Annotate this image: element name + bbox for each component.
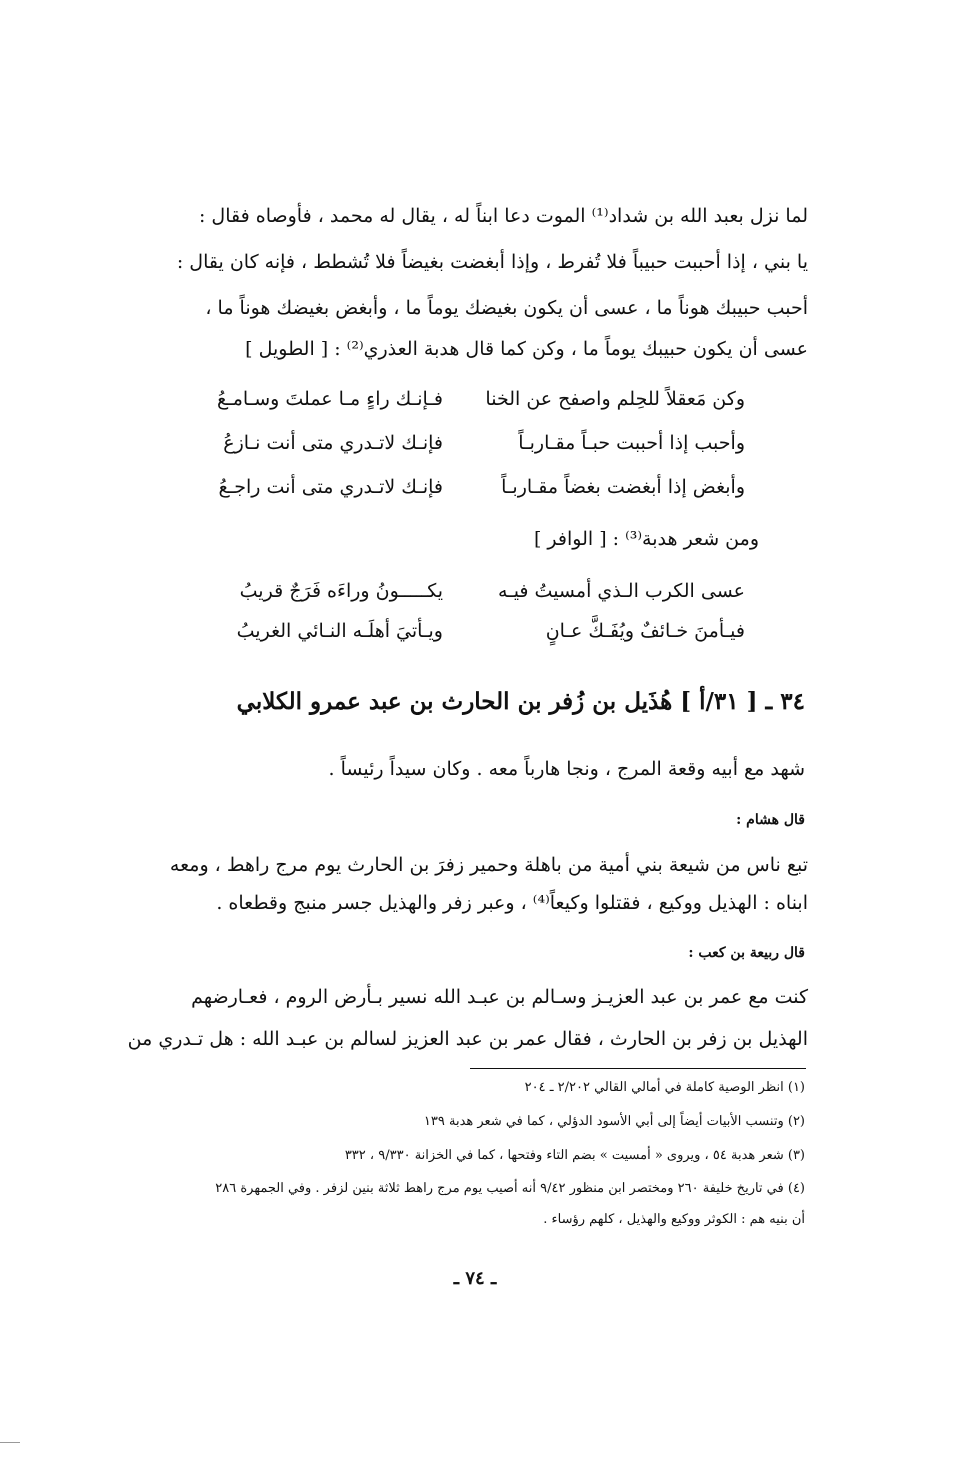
entry-bio: شهد مع أبيه وقعة المرج ، ونجا هارباً معه . وكان سيداً رئيساً . bbox=[328, 758, 805, 780]
footnote-4: (٤) في تاريخ خليفة ٢٦٠ ومختصر ابن منظور ٩/٤٢ أنه أصيب يوم مرج راهط ثلاثة بنين لزفر . وفي الجمهرة ٢٨٦ bbox=[215, 1181, 805, 1196]
section1-line-1: تبع ناس من شيعة بني أمية من باهلة وحمير زفرَ بن الحارث يوم مرج راهط ، ومعه bbox=[169, 854, 808, 876]
page-number: ـ ٧٤ ـ bbox=[453, 1268, 497, 1289]
scan-edge-mark bbox=[0, 1442, 20, 1443]
poem1-verse2-first-hemistich: وأحبب إذا أحببت حبـاً مقـاربـاً bbox=[518, 432, 745, 454]
poem1-verse1-first-hemistich: وكن مَعقلاً للحِلم واصفح عن الخنا bbox=[485, 388, 745, 410]
poem2-verse1-second-hemistich: يكـــــونُ وراءَه فَرَجٌ قريبُ bbox=[239, 580, 443, 602]
section1-line-2: ابناه : الهذيل ووكيع ، فقتلوا وكيعاً⁽⁴⁾ ، وعبر زفر والهذيل جسر منبج وقطعاه . bbox=[216, 892, 808, 914]
footnote-separator bbox=[470, 1068, 806, 1069]
intro-line-2: يا بني ، إذا أحببت حبيباً فلا تُفرط ، وإذا أبغضت بغيضاً فلا تُشطط ، فإنه كان يقال : bbox=[176, 251, 808, 273]
narrator-label-rabia: قال ربيعة بن كعب : bbox=[688, 945, 805, 961]
poem2-verse2-first-hemistich: فيـأمنَ خـائفٌ ويُفَـكَّ عـانٍ bbox=[545, 620, 745, 642]
poem2-intro: ومن شعر هدبة⁽³⁾ : [ الوافر ] bbox=[533, 528, 759, 550]
footnote-1: (١) انظر الوصية كاملة في أمالي القالي ٢/٢٠٢ ـ ٢٠٤ bbox=[524, 1080, 805, 1095]
intro-line-4: عسى أن يكون حبيبك يوماً ما ، وكن كما قال هدبة العذري⁽²⁾ : [ الطويل ] bbox=[245, 338, 808, 360]
poem1-verse3-second-hemistich: فإنـك لاتـدري متى أنت راجـعُ bbox=[218, 476, 443, 498]
section2-line-2: الهذيل بن زفر بن الحارث ، فقال عمر بن عبد العزيز لسالم بن عبـد الله : هل تـدري من bbox=[127, 1028, 808, 1050]
narrator-label-hisham: قال هشام : bbox=[736, 812, 805, 828]
section2-line-1: كنت مع عمر بن عبد العزيـز وسـالم بن عبـد الله نسير بـأرض الروم ، فعـارضهم bbox=[191, 986, 808, 1008]
poem2-verse2-second-hemistich: ويـأتيَ أهلَـه النـائي الغريبُ bbox=[236, 620, 443, 642]
footnote-3: (٣) شعر هدبة ٥٤ ، ويروى « أمسيت » بضم التاء وفتحها ، كما في الخزانة ٩/٣٣٠ ، ٣٣٢ bbox=[344, 1148, 805, 1163]
poem1-verse2-second-hemistich: فإنـك لاتـدري متى أنت نـازعُ bbox=[223, 432, 443, 454]
entry-heading: ٣٤ ـ [ ٣١/أ ] هُذَيل بن زُفر بن الحارث بن عبد عمرو الكلابي bbox=[236, 688, 805, 715]
intro-line-3: أحبب حبيبك هوناً ما ، عسى أن يكون بغيضك يوماً ما ، وأبغض بغيضك هوناً ما ، bbox=[205, 297, 808, 319]
poem2-verse1-first-hemistich: عسى الكرب الـذي أمسيتُ فيـه bbox=[497, 580, 745, 602]
intro-line-1: لما نزل بعبد الله بن شداد⁽¹⁾ الموت دعا ابناً له ، يقال له محمد ، فأوصاه فقال : bbox=[198, 205, 808, 227]
footnote-4-continued: أن بنيه هم : الكوثر ووكيع والهذيل ، كلهم رؤساء . bbox=[543, 1212, 805, 1227]
footnote-2: (٢) وتنسب الأبيات أيضاً إلى أبي الأسود الدؤلي ، كما في شعر هدبة ١٣٩ bbox=[423, 1114, 805, 1129]
poem1-verse1-second-hemistich: فـإنـك راءٍ مـا عملتَ وسـامـعُ bbox=[217, 388, 443, 410]
poem1-verse3-first-hemistich: وأبغض إذا أبغضت بغضاً مقـاربـاً bbox=[501, 476, 745, 498]
